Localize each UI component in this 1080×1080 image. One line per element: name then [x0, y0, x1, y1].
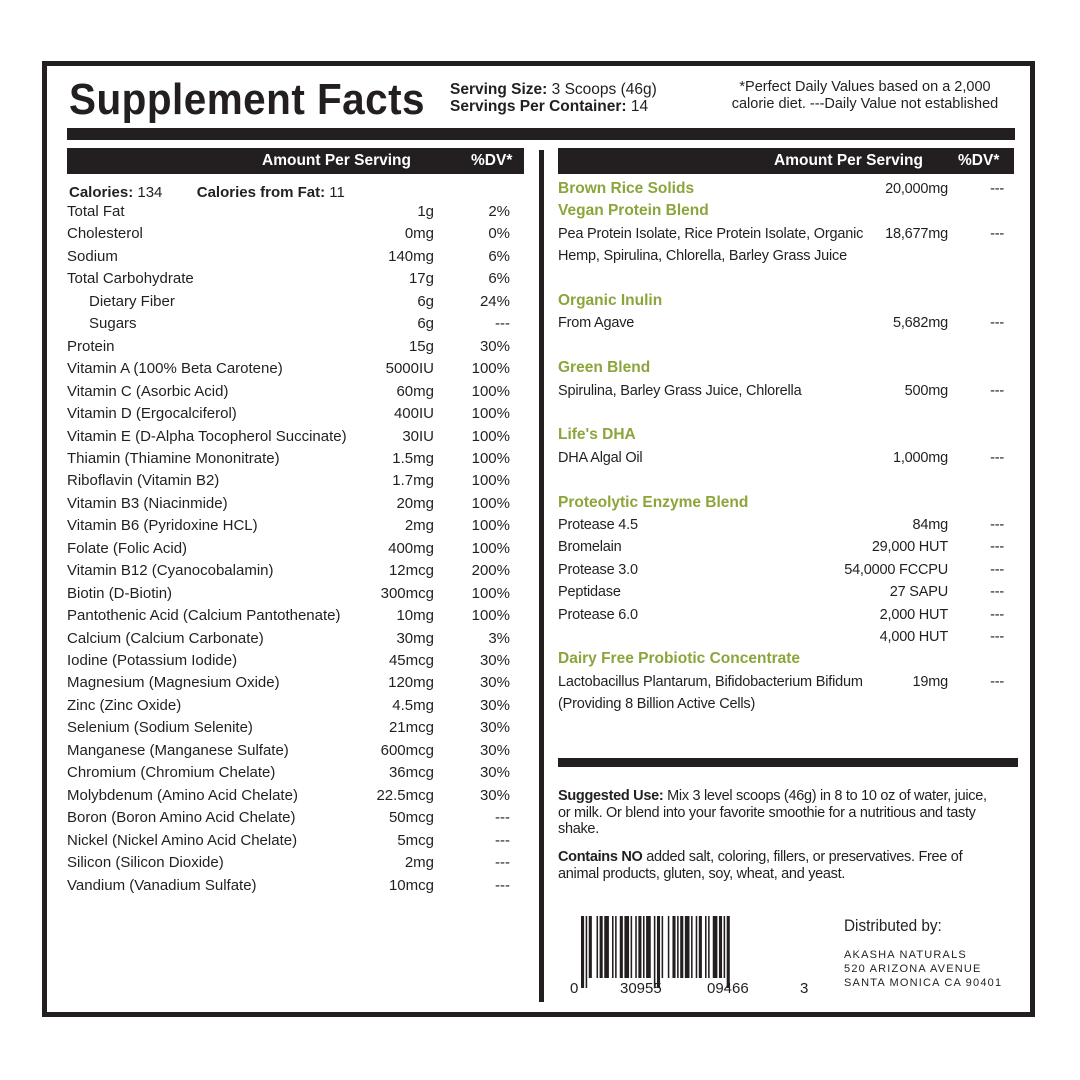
nutrient-name: Vitamin B12 (Cyanocobalamin) [67, 562, 274, 580]
ingredient-heading-row [558, 424, 1004, 446]
barcode-bar [672, 916, 675, 978]
nutrient-amount: 400mg [388, 539, 434, 557]
barcode-bar [708, 916, 710, 978]
nutrient-row [67, 358, 512, 380]
nutrient-row [67, 313, 512, 335]
nutrient-row [67, 403, 512, 425]
nutrient-dv: 100% [471, 405, 510, 423]
barcode-bar [696, 916, 698, 978]
barcode-bar [615, 916, 617, 978]
ingredient-row [558, 604, 1004, 626]
nutrient-dv: 100% [471, 584, 510, 602]
daily-value-note-line: calorie diet. ---Daily Value not established [731, 96, 999, 112]
nutrient-name: Riboflavin (Vitamin B2) [67, 472, 220, 490]
nutrient-dv: 0% [488, 225, 510, 243]
nutrient-dv: 100% [471, 607, 510, 625]
suggested-use-label: Suggested Use: [558, 788, 664, 804]
barcode-bar [719, 916, 722, 978]
nutrient-row [67, 381, 512, 403]
nutrient-name: Magnesium (Magnesium Oxide) [67, 674, 280, 692]
ingredient-row [558, 581, 1004, 603]
ingredient-name: From Agave [558, 315, 635, 332]
nutrient-row [67, 268, 512, 290]
ingredient-heading-row [558, 357, 1004, 379]
barcode-bar [727, 916, 730, 988]
nutrient-dv: 6% [488, 270, 510, 288]
nutrient-amount: 2mg [404, 517, 434, 535]
ingredient-amount: 54,0000 FCCPU [844, 561, 948, 578]
barcode-bar [691, 916, 693, 978]
nutrient-row [67, 291, 512, 313]
nutrient-row [67, 448, 512, 470]
ingredient-name: Lactobacillus Plantarum, Bifidobacterium Bifidum [558, 673, 863, 690]
ingredient-dv: --- [990, 382, 1004, 399]
nutrient-dv: 100% [471, 382, 510, 400]
nutrient-name: Pantothenic Acid (Calcium Pantothenate) [67, 607, 341, 625]
serving-size-value: 3 Scoops (46g) [551, 81, 657, 98]
nutrient-name: Sodium [67, 247, 118, 265]
nutrient-amount: 36mcg [388, 764, 434, 782]
nutrient-amount: 1g [417, 203, 434, 220]
nutrient-name: Cholesterol [67, 225, 143, 243]
amount-per-serving-header: Amount Per Serving [262, 152, 411, 169]
nutrient-row [67, 807, 512, 829]
barcode-bar [612, 916, 614, 978]
ingredient-row [558, 559, 1004, 581]
nutrient-name: Vitamin A (100% Beta Carotene) [67, 360, 283, 378]
nutrient-row [67, 628, 512, 650]
ingredient-name: Protease 3.0 [558, 561, 638, 578]
panel-title: Supplement Facts [69, 75, 426, 124]
ingredient-heading-row [558, 178, 1004, 200]
contains-no-body: added salt, coloring, fillers, or preservatives. Free of animal products, gluten, soy, wheat, and yeast. [558, 849, 963, 882]
daily-value-note-line: *Perfect Daily Values based on a 2,000 [739, 79, 991, 95]
nutrient-name: Biotin (D-Biotin) [67, 584, 173, 602]
ingredient-name: DHA Algal Oil [558, 449, 643, 466]
nutrient-row [67, 605, 512, 627]
barcode-bar [631, 916, 633, 978]
barcode-bar [624, 916, 629, 978]
nutrient-amount: 1.5mg [392, 449, 434, 467]
nutrient-amount: 30mg [396, 629, 434, 647]
nutrient-dv: --- [495, 809, 510, 827]
ingredient-name: Pea Protein Isolate, Rice Protein Isolate, Organic [558, 225, 864, 242]
nutrient-row [67, 515, 512, 537]
barcode-bars [581, 916, 730, 988]
nutrient-name: Total Fat [67, 203, 125, 220]
nutrient-amount: 10mg [396, 607, 434, 625]
ingredient-amount: 1,000mg [892, 449, 948, 466]
barcode-bar [657, 916, 660, 988]
barcode-bar [643, 916, 645, 978]
nutrient-row [67, 740, 512, 762]
nutrient-row [67, 538, 512, 560]
ingredient-dv: --- [990, 449, 1004, 466]
barcode-bar [589, 916, 592, 978]
ingredient-name: Bromelain [558, 539, 622, 556]
calories-label: Calories: [69, 184, 134, 201]
ingredient-dv: --- [990, 315, 1004, 332]
ingredient-row [558, 223, 1004, 245]
nutrient-row [67, 875, 512, 897]
ingredient-row [558, 671, 1004, 693]
nutrient-row [67, 470, 512, 492]
calories-from-fat-label: Calories from Fat: [196, 184, 326, 201]
distributor-line: SANTA MONICA CA 90401 [844, 977, 1003, 989]
bottom-divider [558, 758, 1018, 767]
ingredient-amount: 19mg [912, 673, 948, 690]
nutrient-dv: --- [495, 876, 510, 894]
ingredient-amount: 5,682mg [892, 315, 948, 332]
nutrient-dv: 30% [479, 786, 510, 804]
barcode-bar [668, 916, 670, 978]
nutrient-name: Protein [67, 337, 115, 355]
ingredient-heading: Vegan Protein Blend [558, 202, 709, 220]
ingredient-name: Hemp, Spirulina, Chlorella, Barley Grass Juice [558, 248, 847, 265]
serving-size-label: Serving Size: [450, 81, 548, 98]
barcode-bar [662, 916, 664, 978]
nutrient-dv: 24% [479, 292, 510, 310]
barcode-group-left: 30955 [620, 980, 662, 996]
left-table-header [67, 148, 524, 174]
barcode [567, 916, 821, 996]
contains-no-text [558, 849, 998, 882]
nutrient-name: Vitamin D (Ergocalciferol) [67, 405, 237, 423]
nutrient-dv: 2% [488, 203, 510, 220]
nutrient-amount: 120mg [388, 674, 434, 692]
distributor-title: Distributed by: [844, 916, 942, 935]
ingredient-heading-row [558, 648, 1004, 670]
nutrient-name: Chromium (Chromium Chelate) [67, 764, 276, 782]
barcode-bar [713, 916, 718, 978]
ingredient-amount: 2,000 HUT [879, 606, 948, 623]
nutrient-name: Selenium (Sodium Selenite) [67, 719, 253, 737]
ingredient-heading: Proteolytic Enzyme Blend [558, 493, 749, 511]
barcode-bar [677, 916, 679, 978]
nutrient-row [67, 583, 512, 605]
nutrient-dv: 30% [479, 652, 510, 669]
nutrient-name: Vitamin B6 (Pyridoxine HCL) [67, 517, 258, 535]
nutrient-name: Calcium (Calcium Carbonate) [67, 629, 264, 647]
ingredient-dv: --- [990, 181, 1004, 197]
barcode-bar [635, 916, 637, 978]
nutrient-name: Sugars [89, 315, 137, 333]
ingredient-name: Spirulina, Barley Grass Juice, Chlorella [558, 382, 802, 399]
barcode-bar [638, 916, 641, 978]
nutrient-name: Vitamin E (D-Alpha Tocopherol Succinate) [67, 427, 347, 445]
nutrient-name: Vandium (Vanadium Sulfate) [67, 876, 257, 894]
nutrient-name: Nickel (Nickel Amino Acid Chelate) [67, 831, 298, 849]
ingredient-row [558, 693, 1004, 715]
barcode-bar [685, 916, 690, 978]
amount-per-serving-header: Amount Per Serving [774, 152, 923, 169]
ingredient-amount: 27 SAPU [889, 584, 948, 601]
nutrient-name: Dietary Fiber [89, 292, 175, 310]
nutrient-row [67, 201, 512, 223]
calories-value: 134 [137, 184, 163, 201]
barcode-digit-first: 0 [570, 980, 579, 996]
nutrient-row [67, 223, 512, 245]
nutrient-row [67, 785, 512, 807]
nutrient-amount: 22.5mcg [376, 786, 434, 804]
nutrient-row [67, 717, 512, 739]
nutrient-amount: 2mg [404, 854, 434, 872]
ingredient-heading-row [558, 200, 1004, 222]
nutrient-name: Thiamin (Thiamine Mononitrate) [67, 449, 280, 467]
ingredient-amount: 4,000 HUT [879, 629, 948, 645]
nutrient-dv: --- [495, 831, 510, 849]
ingredient-row [558, 626, 1004, 648]
barcode-bar [581, 916, 584, 988]
nutrient-dv: 100% [471, 539, 510, 557]
nutrient-amount: 6g [417, 292, 434, 310]
barcode-bar [705, 916, 707, 978]
nutrient-amount: 60mg [396, 382, 434, 400]
ingredient-heading: Organic Inulin [558, 292, 663, 309]
nutrient-row [67, 493, 512, 515]
nutrient-row [67, 650, 512, 672]
nutrient-row [67, 246, 512, 268]
nutrient-amount: 1.7mg [392, 472, 434, 490]
ingredient-heading: Brown Rice Solids [558, 180, 695, 197]
barcode-bar [680, 916, 683, 978]
nutrient-dv: 100% [471, 360, 510, 378]
calories-line [69, 183, 345, 203]
ingredient-dv: --- [990, 673, 1004, 690]
nutrient-amount: 400IU [393, 405, 434, 423]
nutrient-name: Vitamin C (Asorbic Acid) [67, 382, 229, 400]
nutrient-amount: 45mcg [388, 652, 434, 669]
servings-per-container-value: 14 [630, 98, 649, 115]
ingredient-amount: 18,677mg [885, 225, 948, 242]
daily-value-note [715, 79, 1015, 113]
ingredient-row [558, 312, 1004, 334]
contains-no-label: Contains NO [558, 849, 643, 865]
nutrient-row [67, 336, 512, 358]
nutrient-row [67, 852, 512, 874]
nutrient-amount: 15g [408, 337, 434, 355]
barcode-bar [604, 916, 609, 978]
distributor-line: 520 ARIZONA AVENUE [844, 963, 982, 975]
nutrient-dv: 30% [479, 741, 510, 759]
ingredient-dv: --- [990, 584, 1004, 601]
ingredient-dv: --- [990, 561, 1004, 578]
nutrient-name: Manganese (Manganese Sulfate) [67, 741, 289, 759]
nutrient-name: Total Carbohydrate [67, 270, 194, 288]
ingredient-heading-row [558, 290, 1004, 312]
nutrient-row [67, 560, 512, 582]
nutrient-amount: 600mcg [380, 741, 434, 759]
nutrient-row [67, 672, 512, 694]
nutrient-dv: 30% [479, 674, 510, 692]
nutrient-amount: 5000IU [385, 360, 434, 378]
barcode-bar [586, 916, 588, 988]
nutrient-name: Zinc (Zinc Oxide) [67, 696, 182, 714]
nutrient-dv: 3% [488, 629, 510, 647]
nutrient-amount: 17g [408, 270, 434, 288]
suggested-use-text [558, 788, 998, 838]
nutrient-amount: 50mcg [388, 809, 434, 827]
nutrient-name: Folate (Folic Acid) [67, 539, 188, 557]
nutrient-amount: 6g [417, 315, 434, 333]
suggested-use-body: Mix 3 level scoops (46g) in 8 to 10 oz of water, juice, or milk. Or blend into your favorite smoothie for a nutritious and tasty shake. [558, 788, 987, 837]
nutrient-dv: --- [495, 854, 510, 872]
ingredient-dv: --- [990, 517, 1004, 533]
nutrient-amount: 21mcg [388, 719, 434, 737]
ingredient-dv: --- [990, 629, 1004, 645]
dv-header: %DV* [471, 152, 513, 169]
column-divider [539, 150, 544, 1002]
nutrient-dv: 200% [471, 562, 510, 580]
nutrient-dv: 100% [471, 517, 510, 535]
ingredient-amount: 29,000 HUT [871, 539, 948, 556]
nutrient-amount: 4.5mg [392, 696, 434, 714]
ingredient-name: Protease 4.5 [558, 517, 638, 533]
right-table-header [558, 148, 1014, 174]
nutrient-dv: 30% [479, 719, 510, 737]
barcode-bar [600, 916, 603, 978]
barcode-digit-last: 3 [800, 980, 809, 996]
barcode-bar [699, 916, 702, 978]
servings-per-container-label: Servings Per Container: [450, 98, 627, 115]
ingredient-amount: 500mg [904, 382, 948, 399]
ingredient-amount: 84mg [912, 517, 948, 533]
nutrient-row [67, 762, 512, 784]
nutrient-name: Vitamin B3 (Niacinmide) [67, 494, 228, 512]
ingredient-dv: --- [990, 539, 1004, 556]
nutrient-amount: 12mcg [388, 562, 434, 580]
ingredient-dv: --- [990, 606, 1004, 623]
nutrient-amount: 30IU [402, 427, 434, 445]
barcode-bar [654, 916, 656, 988]
distributor-address [844, 948, 1002, 990]
nutrient-name: Boron (Boron Amino Acid Chelate) [67, 809, 296, 827]
ingredient-dv: --- [990, 225, 1004, 242]
top-divider [67, 128, 1015, 140]
nutrient-row [67, 830, 512, 852]
nutrient-dv: 30% [479, 337, 510, 355]
supplement-facts-panel [42, 61, 1035, 1017]
serving-info [450, 81, 657, 115]
ingredient-row [558, 245, 1004, 267]
nutrient-dv: 30% [479, 696, 510, 714]
barcode-group-right: 09466 [707, 980, 749, 996]
ingredient-name: Peptidase [558, 584, 621, 601]
nutrient-row [67, 426, 512, 448]
nutrient-row [67, 695, 512, 717]
ingredient-row [558, 536, 1004, 558]
nutrient-dv: 30% [479, 764, 510, 782]
ingredient-row [558, 380, 1004, 402]
ingredient-name: Protease 6.0 [558, 606, 638, 623]
distributor-line: AKASHA NATURALS [844, 949, 967, 961]
nutrient-name: Iodine (Potassium Iodide) [67, 652, 238, 669]
ingredient-heading: Life's DHA [558, 426, 636, 444]
nutrient-amount: 10mcg [388, 876, 434, 894]
nutrient-amount: 140mg [388, 247, 434, 265]
nutrient-amount: 300mcg [380, 584, 434, 602]
barcode-bar [620, 916, 623, 978]
nutrient-amount: 0mg [404, 225, 434, 243]
nutrient-dv: 100% [471, 494, 510, 512]
calories-from-fat-value: 11 [329, 184, 345, 201]
nutrient-amount: 5mcg [397, 831, 434, 849]
ingredient-amount: 20,000mg [885, 181, 948, 197]
nutrient-amount: 20mg [396, 494, 434, 512]
ingredient-heading: Dairy Free Probiotic Concentrate [558, 650, 801, 668]
barcode-bar [724, 916, 726, 978]
nutrient-dv: 100% [471, 472, 510, 490]
ingredient-row [558, 514, 1004, 536]
nutrient-name: Molybdenum (Amino Acid Chelate) [67, 786, 298, 804]
nutrient-dv: 6% [488, 247, 510, 265]
ingredient-row [558, 447, 1004, 469]
nutrient-dv: --- [495, 315, 510, 333]
nutrient-name: Silicon (Silicon Dioxide) [67, 854, 224, 872]
dv-header: %DV* [958, 152, 1000, 169]
nutrient-dv: 100% [471, 427, 510, 445]
ingredient-heading-row [558, 492, 1004, 514]
ingredient-heading: Green Blend [558, 359, 651, 377]
ingredient-name: (Providing 8 Billion Active Cells) [558, 696, 756, 713]
nutrient-dv: 100% [471, 449, 510, 467]
barcode-bar [646, 916, 651, 978]
barcode-bar [597, 916, 599, 978]
